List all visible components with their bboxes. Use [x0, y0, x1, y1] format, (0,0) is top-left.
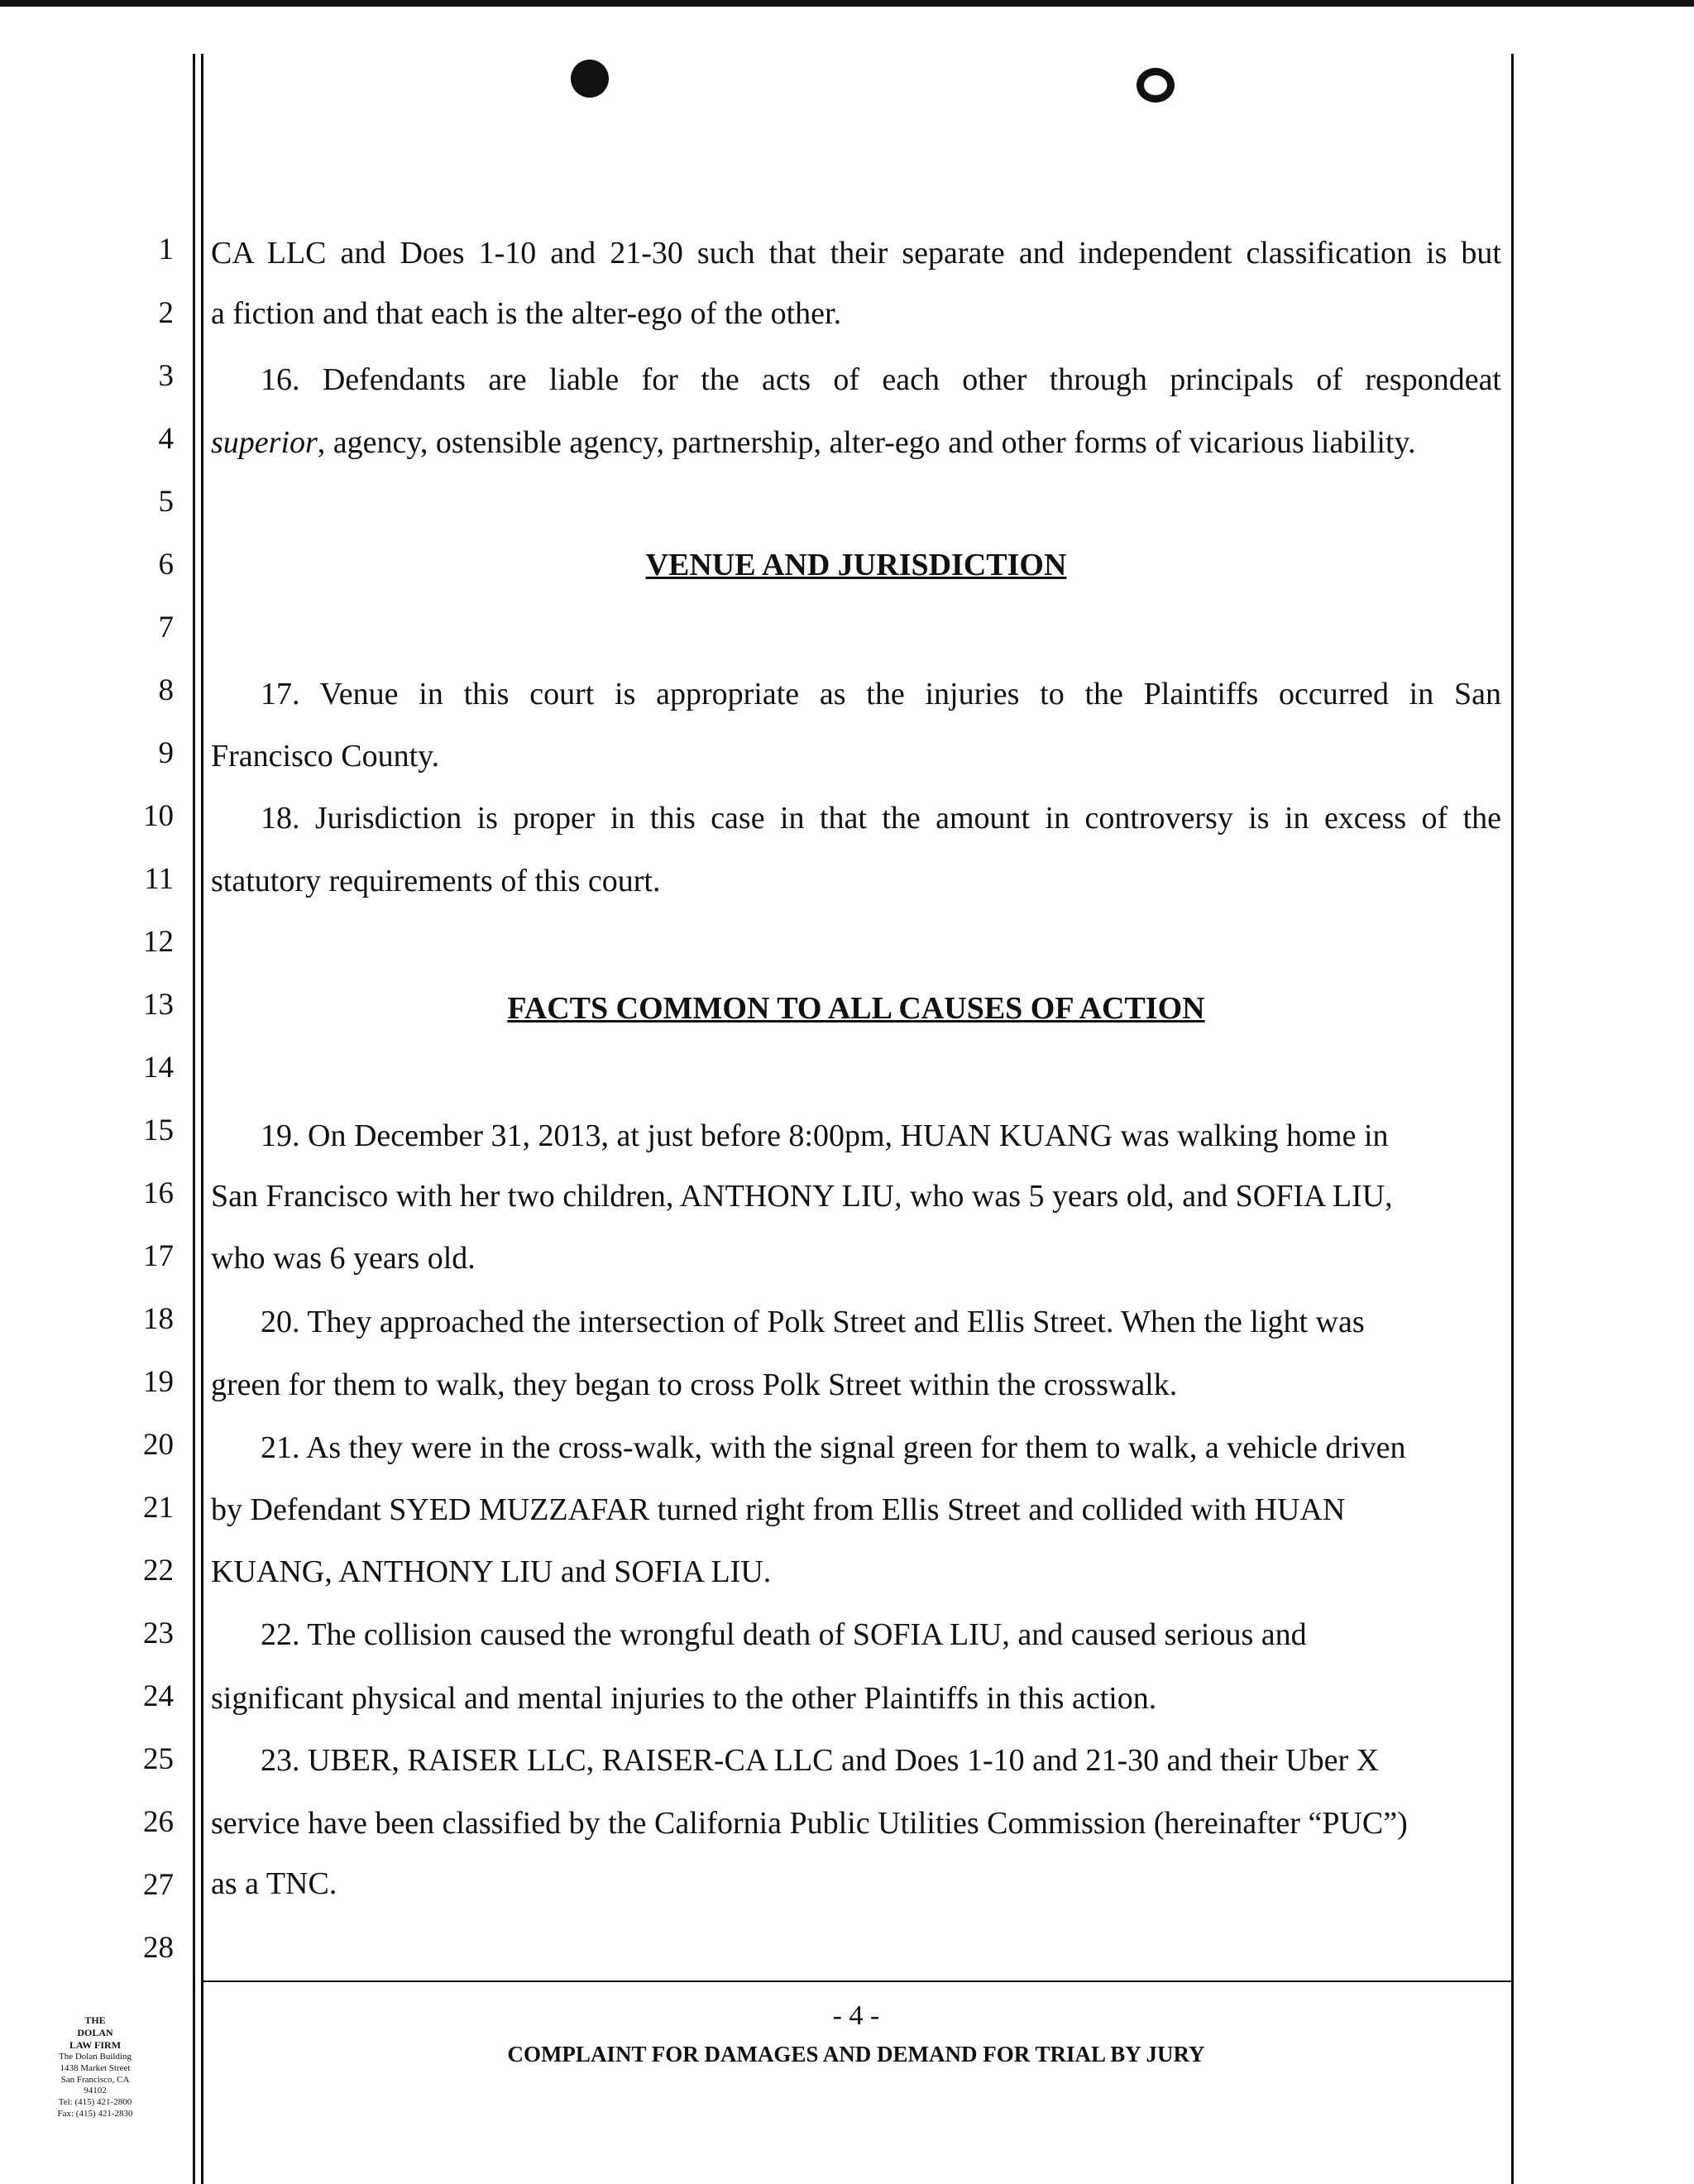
line-number: 13: [143, 988, 174, 1022]
line-number: 6: [158, 548, 174, 582]
line-number: 26: [143, 1805, 174, 1839]
section-heading-facts: FACTS COMMON TO ALL CAUSES OF ACTION: [507, 991, 1205, 1026]
line-number: 8: [158, 673, 174, 707]
body-line-21: by Defendant SYED MUZZAFAR turned right from Ellis Street and collided with HUAN: [211, 1492, 1346, 1527]
firm-the: THE: [84, 2014, 106, 2026]
line-number: 21: [143, 1491, 174, 1525]
body-line-17: who was 6 years old.: [211, 1241, 476, 1276]
body-line-20: 21. As they were in the cross-walk, with the signal green for them to walk, a vehicle driven: [261, 1430, 1406, 1465]
line-number: 19: [143, 1365, 174, 1399]
body-line-19: green for them to walk, they began to cross Polk Street within the crosswalk.: [211, 1367, 1178, 1402]
line-number: 24: [143, 1679, 174, 1713]
body-line-8: 17. Venue in this court is appropriate as the injuries to the Plaintiffs occurred in San: [261, 677, 1501, 711]
para-16-text: 16. Defendants are liable for the acts of each other through principals of respondeat: [261, 362, 1501, 397]
firm-zip: 94102: [84, 2086, 107, 2096]
line-number: 27: [143, 1868, 174, 1902]
body-line-24: significant physical and mental injuries to the other Plaintiffs in this action.: [211, 1681, 1157, 1716]
firm-tel: Tel: (415) 421-2800: [58, 2097, 132, 2107]
line-number: 9: [158, 736, 174, 770]
italic-term: superior: [211, 425, 318, 460]
line-number: 7: [158, 611, 174, 644]
body-line-1: CA LLC and Does 1-10 and 21-30 such that their separate and independent classification is but: [211, 236, 1501, 271]
firm-name: DOLAN: [77, 2027, 113, 2038]
line-number: 5: [158, 485, 174, 519]
firm-fax: Fax: (415) 421-2830: [57, 2108, 133, 2119]
line-number: 12: [143, 925, 174, 959]
document-title-footer: COMPLAINT FOR DAMAGES AND DEMAND FOR TRIAL BY JURY: [507, 2042, 1205, 2067]
top-border: [0, 0, 1694, 7]
body-line-3: [211, 364, 1501, 395]
firm-name-2: LAW FIRM: [69, 2039, 122, 2051]
law-firm-block: [33, 2014, 157, 2120]
line-number: 2: [158, 296, 174, 330]
body-line-4: [211, 427, 1501, 458]
line-number: 10: [143, 799, 174, 833]
left-margin-rule-inner: [201, 54, 203, 2184]
body-line-25: 23. UBER, RAISER LLC, RAISER-CA LLC and Does 1-10 and 21-30 and their Uber X: [261, 1743, 1380, 1778]
line-number: 22: [143, 1554, 174, 1588]
line-number: 3: [158, 359, 174, 393]
footer-rule: [201, 1980, 1514, 1982]
body-line-26: service have been classified by the California Public Utilities Commission (hereinafter “PUC”): [211, 1806, 1408, 1841]
body-line-10: 18. Jurisdiction is proper in this case in that the amount in controversy is in excess of the: [261, 801, 1501, 836]
punch-hole-right: [1137, 68, 1175, 103]
right-margin-rule: [1511, 54, 1514, 2184]
page-number: - 4 -: [832, 2000, 880, 2031]
line-number: 18: [143, 1302, 174, 1336]
body-line-2: a fiction and that each is the alter-ego of the other.: [211, 296, 842, 331]
line-number: 15: [143, 1114, 174, 1147]
para-16-continued: , agency, ostensible agency, partnership, alter-ego and other forms of vicarious liability.: [317, 425, 1416, 460]
line-number: 11: [144, 862, 174, 896]
body-line-23: 22. The collision caused the wrongful death of SOFIA LIU, and caused serious and: [261, 1617, 1307, 1652]
body-line-22: KUANG, ANTHONY LIU and SOFIA LIU.: [211, 1554, 772, 1589]
line-number: 17: [143, 1239, 174, 1273]
body-line-16: San Francisco with her two children, ANTHONY LIU, who was 5 years old, and SOFIA LIU,: [211, 1179, 1393, 1214]
line-number: 20: [143, 1428, 174, 1462]
body-line-11: statutory requirements of this court.: [211, 864, 661, 898]
firm-city: San Francisco, CA: [60, 2074, 130, 2085]
line-number: 16: [143, 1176, 174, 1210]
punch-hole-left: [571, 60, 609, 98]
body-line-9: Francisco County.: [211, 739, 440, 774]
body-line-18: 20. They approached the intersection of Polk Street and Ellis Street. When the light was: [261, 1305, 1365, 1339]
line-number: 4: [158, 422, 174, 456]
left-margin-rule-outer: [193, 54, 195, 2184]
line-number: 23: [143, 1616, 174, 1650]
body-line-27: as a TNC.: [211, 1866, 337, 1901]
firm-street: 1438 Market Street: [60, 2062, 131, 2073]
line-number: 1: [158, 232, 174, 266]
line-number: 28: [143, 1931, 174, 1965]
section-heading-venue: VENUE AND JURISDICTION: [645, 548, 1067, 582]
line-number: 14: [143, 1051, 174, 1085]
body-line-15: 19. On December 31, 2013, at just before 8:00pm, HUAN KUANG was walking home in: [261, 1118, 1389, 1153]
line-number: 25: [143, 1742, 174, 1776]
firm-building: The Dolan Building: [59, 2052, 132, 2062]
